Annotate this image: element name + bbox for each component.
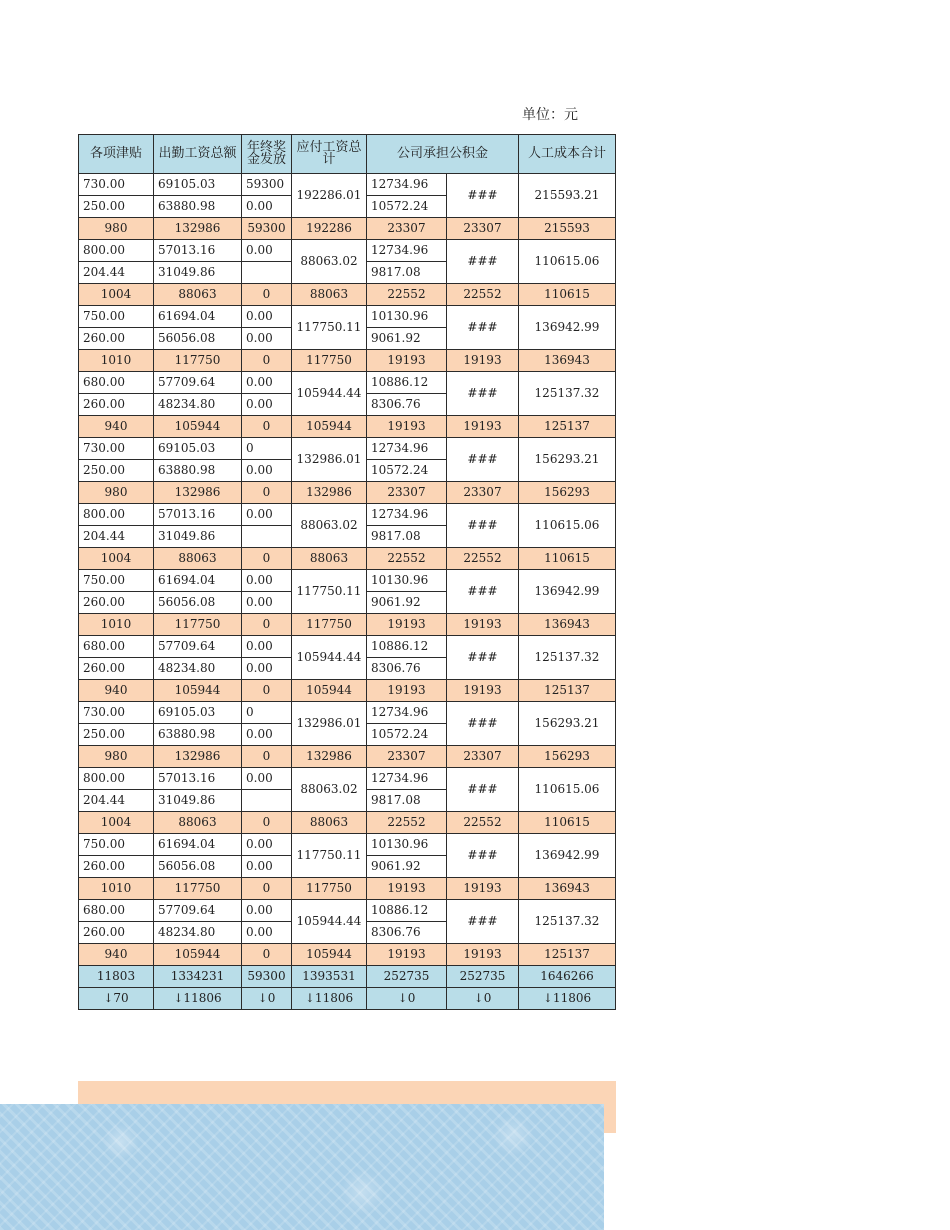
- summary-allowance-cell[interactable]: 940: [79, 416, 154, 438]
- summary-row: [79, 614, 616, 636]
- labor-cost-cell[interactable]: 215593.21: [519, 174, 616, 218]
- allowance-cell[interactable]: 750.00: [79, 570, 154, 592]
- summary-payable-cell[interactable]: 117750: [292, 614, 367, 636]
- summary-fund-a-cell[interactable]: 19193: [367, 680, 447, 702]
- housing-fund-cell[interactable]: 12734.96: [367, 174, 447, 196]
- summary-fund-a-cell[interactable]: 19193: [367, 614, 447, 636]
- allowance-cell[interactable]: 680.00: [79, 372, 154, 394]
- attendance-cell[interactable]: 48234.80: [154, 394, 242, 416]
- attendance-cell[interactable]: 31049.86: [154, 526, 242, 548]
- attendance-cell[interactable]: 56056.08: [154, 856, 242, 878]
- attendance-cell[interactable]: 48234.80: [154, 658, 242, 680]
- attendance-cell[interactable]: 57709.64: [154, 636, 242, 658]
- summary-allowance-cell[interactable]: 980: [79, 482, 154, 504]
- allowance-cell[interactable]: 204.44: [79, 262, 154, 284]
- total-allowance-cell[interactable]: 11803: [79, 966, 154, 988]
- table-row: [79, 306, 616, 328]
- summary-bonus-cell[interactable]: 0: [242, 746, 292, 768]
- summary-fund-b-cell[interactable]: 23307: [447, 746, 519, 768]
- summary-fund-a-cell[interactable]: 23307: [367, 746, 447, 768]
- summary-cost-cell[interactable]: 110615: [519, 284, 616, 306]
- housing-fund-cell[interactable]: 12734.96: [367, 702, 447, 724]
- summary-payable-cell[interactable]: 88063: [292, 284, 367, 306]
- summary-fund-b-cell[interactable]: 23307: [447, 218, 519, 240]
- change-row: [79, 988, 616, 1010]
- summary-cost-cell[interactable]: 110615: [519, 812, 616, 834]
- housing-fund-overflow-cell[interactable]: ###: [447, 636, 519, 680]
- change-payable-cell[interactable]: ↓11806: [292, 988, 367, 1010]
- summary-fund-a-cell[interactable]: 22552: [367, 284, 447, 306]
- attendance-cell[interactable]: 57013.16: [154, 768, 242, 790]
- allowance-cell[interactable]: 800.00: [79, 768, 154, 790]
- change-bonus-cell[interactable]: ↓0: [242, 988, 292, 1010]
- attendance-cell[interactable]: 31049.86: [154, 262, 242, 284]
- housing-fund-cell[interactable]: 10572.24: [367, 196, 447, 218]
- change-cost-cell[interactable]: ↓11806: [519, 988, 616, 1010]
- summary-row: [79, 416, 616, 438]
- housing-fund-cell[interactable]: 10572.24: [367, 724, 447, 746]
- housing-fund-cell[interactable]: 9817.08: [367, 790, 447, 812]
- payable-cell[interactable]: 117750.11: [292, 306, 367, 350]
- summary-row: [79, 812, 616, 834]
- attendance-cell[interactable]: 63880.98: [154, 460, 242, 482]
- summary-fund-b-cell[interactable]: 19193: [447, 614, 519, 636]
- payable-cell[interactable]: 117750.11: [292, 570, 367, 614]
- housing-fund-overflow-cell[interactable]: ###: [447, 834, 519, 878]
- summary-payable-cell[interactable]: 88063: [292, 548, 367, 570]
- summary-allowance-cell[interactable]: 1010: [79, 878, 154, 900]
- housing-fund-overflow-cell[interactable]: ###: [447, 702, 519, 746]
- housing-fund-overflow-cell[interactable]: ###: [447, 174, 519, 218]
- allowance-cell[interactable]: 680.00: [79, 900, 154, 922]
- housing-fund-cell[interactable]: 9061.92: [367, 592, 447, 614]
- summary-allowance-cell[interactable]: 1004: [79, 284, 154, 306]
- summary-bonus-cell[interactable]: 0: [242, 482, 292, 504]
- summary-cost-cell[interactable]: 156293: [519, 482, 616, 504]
- allowance-cell[interactable]: 730.00: [79, 174, 154, 196]
- table-row: [79, 900, 616, 922]
- allowance-cell[interactable]: 204.44: [79, 790, 154, 812]
- allowance-cell[interactable]: 260.00: [79, 592, 154, 614]
- allowance-cell[interactable]: 250.00: [79, 460, 154, 482]
- summary-allowance-cell[interactable]: 1004: [79, 812, 154, 834]
- summary-fund-a-cell[interactable]: 22552: [367, 812, 447, 834]
- summary-fund-a-cell[interactable]: 23307: [367, 218, 447, 240]
- housing-fund-cell[interactable]: 10130.96: [367, 306, 447, 328]
- summary-allowance-cell[interactable]: 940: [79, 680, 154, 702]
- bonus-cell[interactable]: [242, 262, 292, 284]
- header-allowance[interactable]: 各项津贴: [79, 135, 154, 174]
- attendance-cell[interactable]: 63880.98: [154, 724, 242, 746]
- housing-fund-cell[interactable]: 12734.96: [367, 240, 447, 262]
- summary-fund-b-cell[interactable]: 19193: [447, 878, 519, 900]
- labor-cost-cell[interactable]: 110615.06: [519, 240, 616, 284]
- bonus-cell[interactable]: 0.00: [242, 856, 292, 878]
- bonus-cell[interactable]: 0.00: [242, 900, 292, 922]
- housing-fund-cell[interactable]: 12734.96: [367, 504, 447, 526]
- labor-cost-cell[interactable]: 110615.06: [519, 768, 616, 812]
- summary-payable-cell[interactable]: 88063: [292, 812, 367, 834]
- summary-row: [79, 350, 616, 372]
- bonus-cell[interactable]: 0.00: [242, 922, 292, 944]
- summary-bonus-cell[interactable]: 0: [242, 614, 292, 636]
- labor-cost-cell[interactable]: 136942.99: [519, 834, 616, 878]
- bonus-cell[interactable]: [242, 790, 292, 812]
- summary-attendance-cell[interactable]: 105944: [154, 944, 242, 966]
- summary-bonus-cell[interactable]: 0: [242, 878, 292, 900]
- summary-fund-b-cell[interactable]: 19193: [447, 680, 519, 702]
- allowance-cell[interactable]: 750.00: [79, 834, 154, 856]
- summary-cost-cell[interactable]: 110615: [519, 548, 616, 570]
- labor-cost-cell[interactable]: 125137.32: [519, 900, 616, 944]
- attendance-cell[interactable]: 56056.08: [154, 592, 242, 614]
- table-row: [79, 702, 616, 724]
- header-bonus[interactable]: 年终奖金发放: [242, 135, 292, 174]
- summary-bonus-cell[interactable]: 59300: [242, 218, 292, 240]
- table-row: [79, 438, 616, 460]
- housing-fund-overflow-cell[interactable]: ###: [447, 768, 519, 812]
- bonus-cell[interactable]: 0.00: [242, 724, 292, 746]
- summary-bonus-cell[interactable]: 0: [242, 680, 292, 702]
- table-body: [79, 135, 616, 1010]
- table-row: [79, 240, 616, 262]
- summary-fund-a-cell[interactable]: 19193: [367, 350, 447, 372]
- summary-fund-b-cell[interactable]: 19193: [447, 416, 519, 438]
- total-bonus-cell[interactable]: 59300: [242, 966, 292, 988]
- summary-allowance-cell[interactable]: 1010: [79, 350, 154, 372]
- summary-cost-cell[interactable]: 136943: [519, 878, 616, 900]
- housing-fund-cell[interactable]: 10886.12: [367, 636, 447, 658]
- housing-fund-overflow-cell[interactable]: ###: [447, 900, 519, 944]
- summary-bonus-cell[interactable]: 0: [242, 416, 292, 438]
- housing-fund-cell[interactable]: 8306.76: [367, 394, 447, 416]
- change-fund-b-cell[interactable]: ↓0: [447, 988, 519, 1010]
- allowance-cell[interactable]: 730.00: [79, 702, 154, 724]
- header-attendance-total[interactable]: 出勤工资总额: [154, 135, 242, 174]
- bonus-cell[interactable]: 0.00: [242, 504, 292, 526]
- housing-fund-overflow-cell[interactable]: ###: [447, 240, 519, 284]
- allowance-cell[interactable]: 800.00: [79, 504, 154, 526]
- table-row: [79, 174, 616, 196]
- table-row: [79, 372, 616, 394]
- summary-row: [79, 548, 616, 570]
- payable-cell[interactable]: 88063.02: [292, 768, 367, 812]
- bonus-cell[interactable]: 0.00: [242, 196, 292, 218]
- bonus-cell[interactable]: 0.00: [242, 328, 292, 350]
- table-row: [79, 636, 616, 658]
- summary-attendance-cell[interactable]: 105944: [154, 416, 242, 438]
- payable-cell[interactable]: 88063.02: [292, 240, 367, 284]
- labor-cost-cell[interactable]: 136942.99: [519, 570, 616, 614]
- summary-payable-cell[interactable]: 105944: [292, 680, 367, 702]
- housing-fund-cell[interactable]: 12734.96: [367, 438, 447, 460]
- housing-fund-cell[interactable]: 8306.76: [367, 922, 447, 944]
- housing-fund-cell[interactable]: 10130.96: [367, 570, 447, 592]
- bonus-cell[interactable]: 0.00: [242, 394, 292, 416]
- housing-fund-overflow-cell[interactable]: ###: [447, 372, 519, 416]
- summary-fund-a-cell[interactable]: 22552: [367, 548, 447, 570]
- attendance-cell[interactable]: 57709.64: [154, 900, 242, 922]
- change-attendance-cell[interactable]: ↓11806: [154, 988, 242, 1010]
- allowance-cell[interactable]: 260.00: [79, 328, 154, 350]
- bonus-cell[interactable]: 0: [242, 438, 292, 460]
- attendance-cell[interactable]: 57013.16: [154, 240, 242, 262]
- labor-cost-cell[interactable]: 156293.21: [519, 702, 616, 746]
- summary-attendance-cell[interactable]: 105944: [154, 680, 242, 702]
- summary-row: [79, 218, 616, 240]
- housing-fund-overflow-cell[interactable]: ###: [447, 438, 519, 482]
- total-row: [79, 966, 616, 988]
- allowance-cell[interactable]: 260.00: [79, 658, 154, 680]
- allowance-cell[interactable]: 800.00: [79, 240, 154, 262]
- summary-fund-a-cell[interactable]: 19193: [367, 944, 447, 966]
- table-row: [79, 570, 616, 592]
- allowance-cell[interactable]: 204.44: [79, 526, 154, 548]
- summary-payable-cell[interactable]: 105944: [292, 416, 367, 438]
- change-fund-a-cell[interactable]: ↓0: [367, 988, 447, 1010]
- allowance-cell[interactable]: 260.00: [79, 394, 154, 416]
- bonus-cell[interactable]: 0.00: [242, 834, 292, 856]
- labor-cost-table: [78, 134, 616, 1010]
- bonus-cell[interactable]: 0.00: [242, 768, 292, 790]
- summary-bonus-cell[interactable]: 0: [242, 812, 292, 834]
- bonus-cell[interactable]: 0.00: [242, 240, 292, 262]
- labor-cost-cell[interactable]: 156293.21: [519, 438, 616, 482]
- allowance-cell[interactable]: 750.00: [79, 306, 154, 328]
- housing-fund-cell[interactable]: 9061.92: [367, 856, 447, 878]
- summary-fund-b-cell[interactable]: 22552: [447, 284, 519, 306]
- housing-fund-cell[interactable]: 9817.08: [367, 526, 447, 548]
- attendance-cell[interactable]: 61694.04: [154, 570, 242, 592]
- housing-fund-cell[interactable]: 10130.96: [367, 834, 447, 856]
- summary-payable-cell[interactable]: 117750: [292, 878, 367, 900]
- housing-fund-cell[interactable]: 10572.24: [367, 460, 447, 482]
- total-fund-b-cell[interactable]: 252735: [447, 966, 519, 988]
- payable-cell[interactable]: 105944.44: [292, 372, 367, 416]
- summary-bonus-cell[interactable]: 0: [242, 284, 292, 306]
- summary-row: [79, 878, 616, 900]
- bonus-cell[interactable]: 0.00: [242, 592, 292, 614]
- summary-payable-cell[interactable]: 105944: [292, 944, 367, 966]
- summary-attendance-cell[interactable]: 117750: [154, 878, 242, 900]
- summary-allowance-cell[interactable]: 1010: [79, 614, 154, 636]
- header-payable-total[interactable]: 应付工资总计: [292, 135, 367, 174]
- summary-fund-b-cell[interactable]: 19193: [447, 944, 519, 966]
- summary-attendance-cell[interactable]: 88063: [154, 548, 242, 570]
- summary-attendance-cell[interactable]: 117750: [154, 614, 242, 636]
- summary-payable-cell[interactable]: 132986: [292, 746, 367, 768]
- attendance-cell[interactable]: 69105.03: [154, 438, 242, 460]
- unit-label: 单位：元: [522, 107, 578, 123]
- housing-fund-overflow-cell[interactable]: ###: [447, 306, 519, 350]
- summary-bonus-cell[interactable]: 0: [242, 548, 292, 570]
- summary-payable-cell[interactable]: 192286: [292, 218, 367, 240]
- attendance-cell[interactable]: 69105.03: [154, 174, 242, 196]
- allowance-cell[interactable]: 250.00: [79, 724, 154, 746]
- payable-cell[interactable]: 117750.11: [292, 834, 367, 878]
- housing-fund-overflow-cell[interactable]: ###: [447, 570, 519, 614]
- attendance-cell[interactable]: 56056.08: [154, 328, 242, 350]
- total-fund-a-cell[interactable]: 252735: [367, 966, 447, 988]
- table-row: [79, 768, 616, 790]
- summary-row: [79, 680, 616, 702]
- summary-allowance-cell[interactable]: 1004: [79, 548, 154, 570]
- summary-row: [79, 746, 616, 768]
- housing-fund-cell[interactable]: 12734.96: [367, 768, 447, 790]
- summary-fund-b-cell[interactable]: 22552: [447, 548, 519, 570]
- allowance-cell[interactable]: 250.00: [79, 196, 154, 218]
- change-allowance-cell[interactable]: ↓70: [79, 988, 154, 1010]
- summary-payable-cell[interactable]: 117750: [292, 350, 367, 372]
- total-cost-cell[interactable]: 1646266: [519, 966, 616, 988]
- housing-fund-cell[interactable]: 10886.12: [367, 372, 447, 394]
- housing-fund-cell[interactable]: 10886.12: [367, 900, 447, 922]
- payable-cell[interactable]: 105944.44: [292, 900, 367, 944]
- total-payable-cell[interactable]: 1393531: [292, 966, 367, 988]
- bonus-cell[interactable]: 0.00: [242, 658, 292, 680]
- allowance-cell[interactable]: 260.00: [79, 856, 154, 878]
- summary-fund-b-cell[interactable]: 22552: [447, 812, 519, 834]
- bonus-cell[interactable]: 0.00: [242, 372, 292, 394]
- payable-cell[interactable]: 88063.02: [292, 504, 367, 548]
- summary-cost-cell[interactable]: 136943: [519, 614, 616, 636]
- summary-bonus-cell[interactable]: 0: [242, 350, 292, 372]
- payable-cell[interactable]: 105944.44: [292, 636, 367, 680]
- summary-row: [79, 482, 616, 504]
- labor-cost-cell[interactable]: 136942.99: [519, 306, 616, 350]
- header-row: [79, 135, 616, 174]
- summary-fund-a-cell[interactable]: 23307: [367, 482, 447, 504]
- summary-row: [79, 944, 616, 966]
- housing-fund-cell[interactable]: 9817.08: [367, 262, 447, 284]
- attendance-cell[interactable]: 69105.03: [154, 702, 242, 724]
- attendance-cell[interactable]: 61694.04: [154, 834, 242, 856]
- summary-fund-a-cell[interactable]: 19193: [367, 416, 447, 438]
- allowance-cell[interactable]: 730.00: [79, 438, 154, 460]
- attendance-cell[interactable]: 63880.98: [154, 196, 242, 218]
- bonus-cell[interactable]: 0.00: [242, 570, 292, 592]
- allowance-cell[interactable]: 260.00: [79, 922, 154, 944]
- summary-cost-cell[interactable]: 125137: [519, 416, 616, 438]
- summary-fund-b-cell[interactable]: 23307: [447, 482, 519, 504]
- housing-fund-overflow-cell[interactable]: ###: [447, 504, 519, 548]
- labor-cost-cell[interactable]: 125137.32: [519, 636, 616, 680]
- summary-cost-cell[interactable]: 136943: [519, 350, 616, 372]
- summary-allowance-cell[interactable]: 980: [79, 218, 154, 240]
- payable-cell[interactable]: 132986.01: [292, 438, 367, 482]
- summary-bonus-cell[interactable]: 0: [242, 944, 292, 966]
- summary-payable-cell[interactable]: 132986: [292, 482, 367, 504]
- footer-band-texture: [0, 1104, 604, 1230]
- summary-cost-cell[interactable]: 156293: [519, 746, 616, 768]
- summary-cost-cell[interactable]: 215593: [519, 218, 616, 240]
- table-row: [79, 504, 616, 526]
- housing-fund-cell[interactable]: 9061.92: [367, 328, 447, 350]
- summary-attendance-cell[interactable]: 132986: [154, 746, 242, 768]
- summary-allowance-cell[interactable]: 980: [79, 746, 154, 768]
- payable-cell[interactable]: 132986.01: [292, 702, 367, 746]
- bonus-cell[interactable]: [242, 526, 292, 548]
- attendance-cell[interactable]: 48234.80: [154, 922, 242, 944]
- total-attendance-cell[interactable]: 1334231: [154, 966, 242, 988]
- summary-cost-cell[interactable]: 125137: [519, 680, 616, 702]
- payable-cell[interactable]: 192286.01: [292, 174, 367, 218]
- summary-attendance-cell[interactable]: 132986: [154, 218, 242, 240]
- summary-attendance-cell[interactable]: 88063: [154, 812, 242, 834]
- bonus-cell[interactable]: 0: [242, 702, 292, 724]
- summary-attendance-cell[interactable]: 132986: [154, 482, 242, 504]
- attendance-cell[interactable]: 57709.64: [154, 372, 242, 394]
- attendance-cell[interactable]: 57013.16: [154, 504, 242, 526]
- summary-fund-a-cell[interactable]: 19193: [367, 878, 447, 900]
- bonus-cell[interactable]: 59300: [242, 174, 292, 196]
- bonus-cell[interactable]: 0.00: [242, 636, 292, 658]
- summary-row: [79, 284, 616, 306]
- header-labor-cost-total[interactable]: 人工成本合计: [519, 135, 616, 174]
- labor-cost-cell[interactable]: 125137.32: [519, 372, 616, 416]
- bonus-cell[interactable]: 0.00: [242, 460, 292, 482]
- attendance-cell[interactable]: 61694.04: [154, 306, 242, 328]
- summary-attendance-cell[interactable]: 117750: [154, 350, 242, 372]
- header-housing-fund[interactable]: 公司承担公积金: [367, 135, 519, 174]
- table-row: [79, 834, 616, 856]
- summary-cost-cell[interactable]: 125137: [519, 944, 616, 966]
- summary-fund-b-cell[interactable]: 19193: [447, 350, 519, 372]
- housing-fund-cell[interactable]: 8306.76: [367, 658, 447, 680]
- summary-allowance-cell[interactable]: 940: [79, 944, 154, 966]
- bonus-cell[interactable]: 0.00: [242, 306, 292, 328]
- allowance-cell[interactable]: 680.00: [79, 636, 154, 658]
- labor-cost-cell[interactable]: 110615.06: [519, 504, 616, 548]
- attendance-cell[interactable]: 31049.86: [154, 790, 242, 812]
- summary-attendance-cell[interactable]: 88063: [154, 284, 242, 306]
